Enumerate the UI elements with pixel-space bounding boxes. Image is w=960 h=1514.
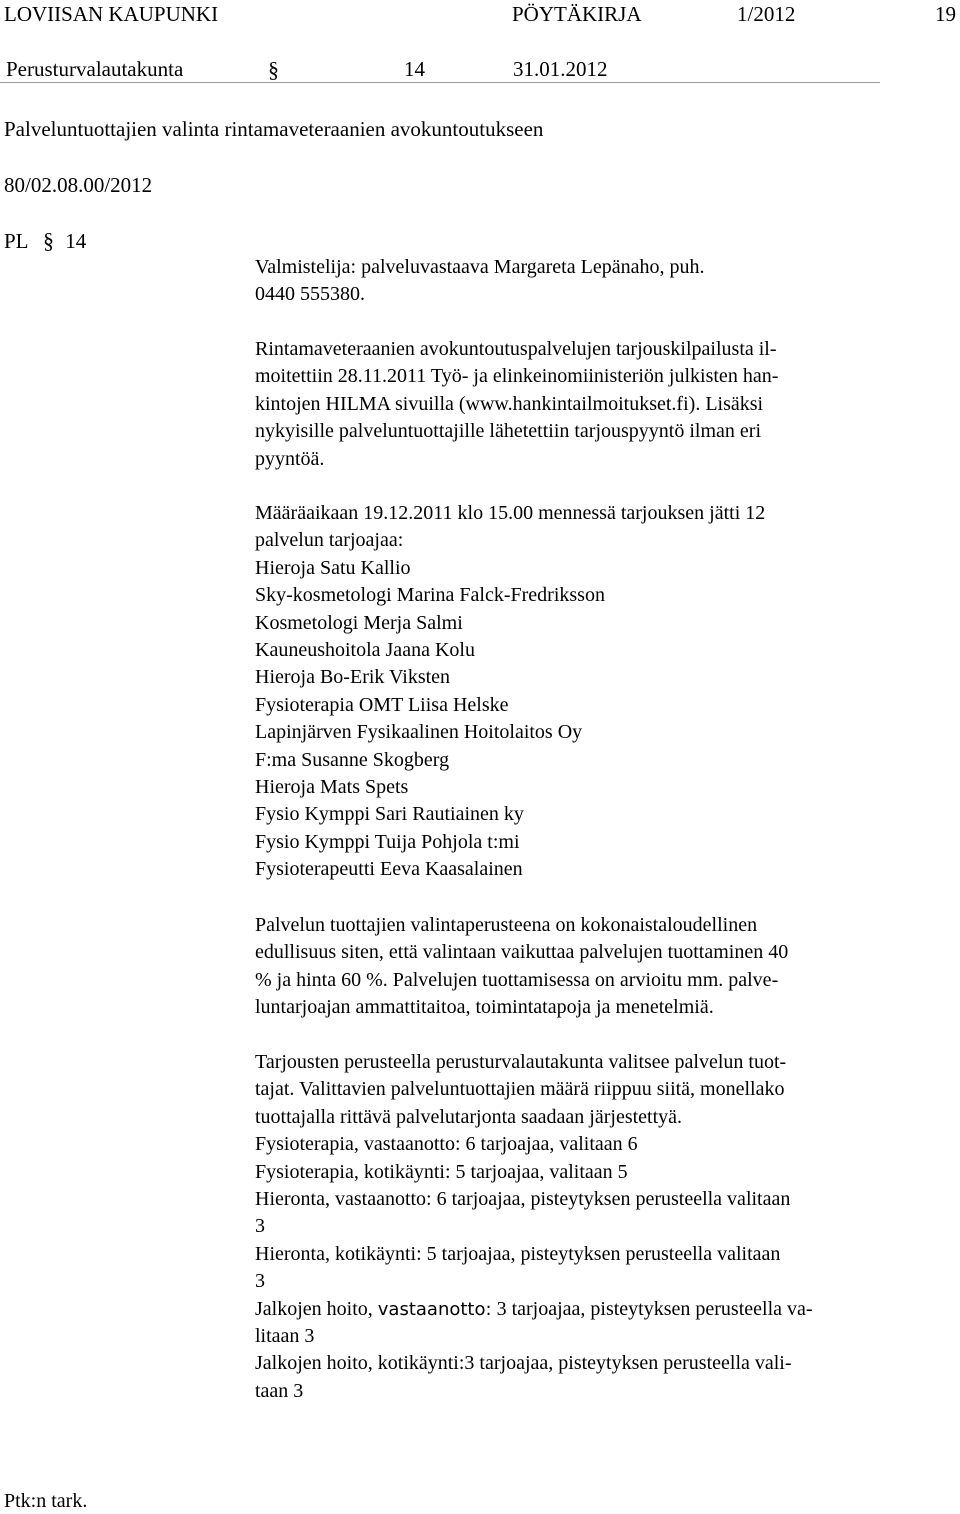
selection-item: 3 [255, 1215, 265, 1238]
provider-item: Fysioterapia OMT Liisa Helske [255, 693, 509, 716]
provider-item: Hieroja Bo-Erik Viksten [255, 666, 451, 689]
criteria-paragraph [255, 912, 875, 1022]
selection-item: 3 [255, 1270, 265, 1293]
provider-item: Hieroja Satu Kallio [255, 556, 411, 579]
provider-item: F:ma Susanne Skogberg [255, 748, 450, 771]
provider-item: Fysioterapeutti Eeva Kaasalainen [255, 858, 523, 881]
text-line: edullisuus siten, että valintaan vaikuttaa palvelujen tuottaminen 40 [255, 941, 789, 964]
selection-item: Jalkojen hoito, kotikäynti:3 tarjoajaa, pisteytyksen perusteella vali- [255, 1352, 792, 1375]
selection-item: Hieronta, kotikäynti: 5 tarjoajaa, pisteytyksen perusteella valitaan [255, 1242, 781, 1265]
pl-label: PL [4, 229, 28, 253]
document-type: PÖYTÄKIRJA [512, 2, 642, 26]
preparer-paragraph [255, 254, 875, 309]
footcare-prefix: Jalkojen hoito, [255, 1297, 378, 1320]
text-line: Rintamaveteraanien avokuntoutuspalvelujen tarjouskilpailusta il- [255, 338, 777, 360]
page-number: 19 [935, 2, 956, 26]
section-number: 14 [404, 57, 425, 81]
pl-section-sign: § [42, 228, 54, 253]
text-line: Palvelun tuottajien valintaperusteena on kokonaistaloudellinen [255, 914, 758, 936]
tender-paragraph [255, 336, 875, 473]
text-line: 0440 555380. [255, 283, 365, 306]
text-line: luntarjoajan ammattitaitoa, toimintatapoja ja menetelmiä. [255, 996, 714, 1019]
committee-name: Perusturvalautakunta [6, 57, 184, 81]
text-line: pyyntöä. [255, 447, 325, 470]
record-number: 80/02.08.00/2012 [4, 173, 153, 197]
text-line: Valmistelija: palveluvastaava Margareta Lepänaho, puh. [255, 256, 705, 278]
section-label [268, 57, 279, 83]
provider-item: Sky-kosmetologi Marina Falck-Fredriksson [255, 584, 605, 607]
selection-item-footcare-clinic [255, 1296, 875, 1323]
minutes-check-label: Ptk:n tark. [4, 1490, 88, 1512]
selection-item: Hieronta, vastaanotto: 6 tarjoajaa, pisteytyksen perusteella valitaan [255, 1188, 791, 1211]
provider-item: Kauneushoitola Jaana Kolu [255, 639, 475, 662]
pl-section [4, 228, 86, 254]
document-title: Palveluntuottajien valinta rintamaveteraanien avokuntoutukseen [4, 117, 544, 141]
organization-name: LOVIISAN KAUPUNKI [4, 2, 219, 26]
deadline-paragraph [255, 500, 875, 884]
provider-item: Fysio Kymppi Sari Rautiainen ky [255, 803, 524, 826]
meeting-date: 31.01.2012 [513, 57, 608, 81]
header-divider [0, 82, 880, 83]
section-sign: § [268, 57, 279, 82]
text-line: Tarjousten perusteella perusturvalautakunta valitsee palvelun tuot- [255, 1051, 787, 1073]
selection-paragraph [255, 1049, 875, 1405]
text-line: nykyisille palveluntuottajille lähetettiin tarjouspyyntö ilman eri [255, 420, 762, 443]
selection-item: litaan 3 [255, 1325, 315, 1348]
text-line: kintojen HILMA sivuilla (www.hankintailmoitukset.fi). Lisäksi [255, 392, 764, 415]
text-line: palvelun tarjoajaa: [255, 529, 404, 552]
provider-item: Hieroja Mats Spets [255, 776, 409, 799]
provider-item: Fysio Kymppi Tuija Pohjola t:mi [255, 830, 520, 853]
pl-number: 14 [65, 229, 87, 253]
text-line: moitettiin 28.11.2011 Työ- ja elinkeinomiinisteriön julkisten han- [255, 365, 779, 388]
selection-item: Fysioterapia, vastaanotto: 6 tarjoajaa, valitaan 6 [255, 1133, 638, 1156]
text-line: tajat. Valittavien palveluntuottajien määrä riippuu siitä, monellako [255, 1078, 785, 1101]
document-number: 1/2012 [737, 2, 796, 26]
footcare-clinic-label: vastaanotto: [377, 1298, 492, 1320]
provider-item: Lapinjärven Fysikaalinen Hoitolaitos Oy [255, 721, 583, 744]
selection-item: taan 3 [255, 1379, 304, 1402]
text-line: tuottajalla rittävä palvelutarjonta saadaan järjestettyä. [255, 1105, 683, 1128]
footcare-clinic-rest: 3 tarjoajaa, pisteytyksen perusteella va- [491, 1297, 813, 1320]
text-line: % ja hinta 60 %. Palvelujen tuottamisessa on arvioitu mm. palve- [255, 968, 779, 991]
selection-item: Fysioterapia, kotikäynti: 5 tarjoajaa, valitaan 5 [255, 1160, 628, 1183]
provider-item: Kosmetologi Merja Salmi [255, 611, 463, 634]
text-line: Määräaikaan 19.12.2011 klo 15.00 mennessä tarjouksen jätti 12 [255, 502, 766, 524]
